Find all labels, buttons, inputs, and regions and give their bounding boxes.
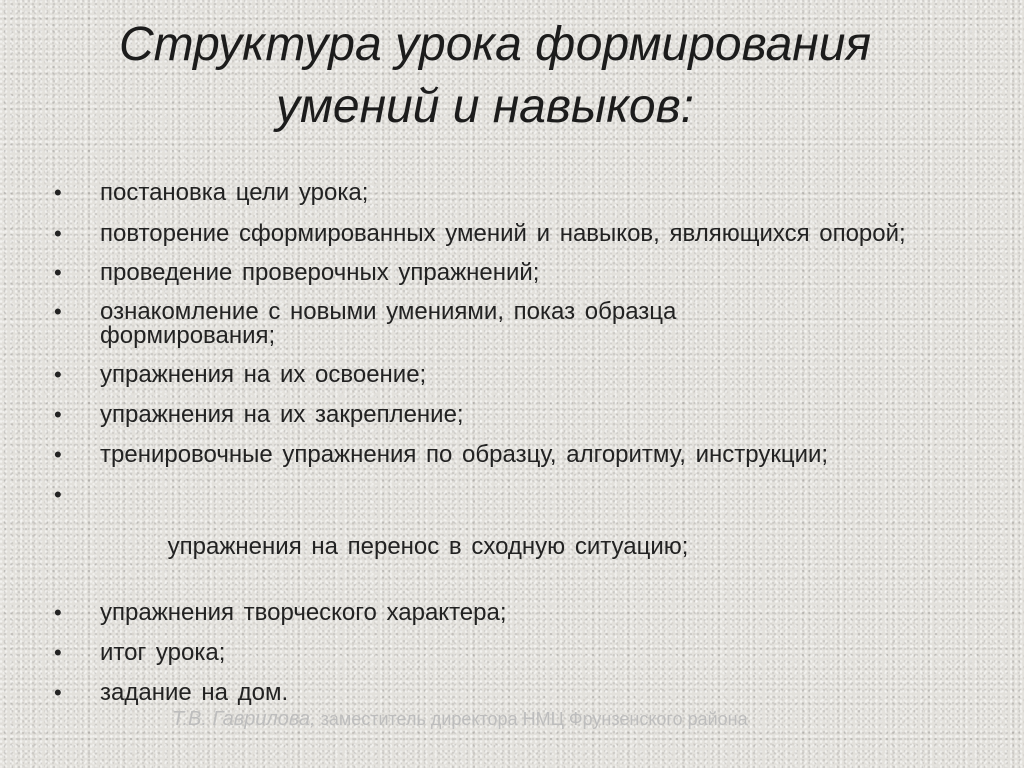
bullet-marker: •: [54, 260, 62, 285]
list-item-text: упражнения на их закрепление;: [100, 401, 464, 428]
list-item: [54, 222, 950, 246]
slide-title-line-1: Структура урока формирования: [118, 18, 872, 71]
footer-credit: [172, 708, 748, 731]
list-item-text: упражнения на их освоение;: [100, 361, 427, 388]
list-item: [54, 680, 984, 706]
list-item-text: ознакомление с новыми умениями, показ образца формирования;: [100, 298, 677, 349]
bullet-marker: •: [54, 402, 62, 427]
list-item: [54, 640, 984, 666]
list-item: [54, 442, 984, 468]
footer-author: Т.В. Гаврилова,: [172, 708, 316, 730]
list-item-text: тренировочные упражнения по образцу, алгоритму, инструкции;: [100, 441, 829, 468]
bullet-marker: •: [54, 362, 62, 387]
bullet-marker: •: [54, 600, 62, 625]
list-item-text: упражнения творческого характера;: [100, 599, 507, 626]
list-item: [54, 180, 984, 206]
bullet-marker: •: [54, 299, 62, 324]
slide-title-line-2: умений и навыков:: [275, 80, 694, 133]
list-item-text: повторение сформированных умений и навыков, являющихся опорой;: [100, 220, 906, 247]
list-item: [54, 260, 984, 286]
bullet-marker: •: [54, 482, 62, 507]
list-item: [54, 600, 984, 626]
bullet-list: [54, 180, 984, 720]
list-item-text: проведение проверочных упражнений;: [100, 259, 540, 286]
bullet-marker: •: [54, 442, 62, 467]
slide-title: [0, 14, 990, 138]
list-item-text: постановка цели урока;: [100, 179, 369, 206]
list-item: [54, 402, 984, 428]
list-item-text: итог урока;: [100, 639, 226, 666]
bullet-marker: •: [54, 680, 62, 705]
bullet-marker: •: [54, 221, 62, 246]
list-item: [54, 362, 984, 388]
bullet-marker: •: [54, 180, 62, 205]
list-item-text: упражнения на перенос в сходную ситуацию;: [158, 533, 689, 560]
list-item: [54, 482, 984, 586]
footer-role: заместитель директора НМЦ Фрунзенского района: [315, 709, 748, 729]
list-item-text: задание на дом.: [100, 679, 289, 706]
list-item: [54, 300, 820, 348]
bullet-marker: •: [54, 640, 62, 665]
